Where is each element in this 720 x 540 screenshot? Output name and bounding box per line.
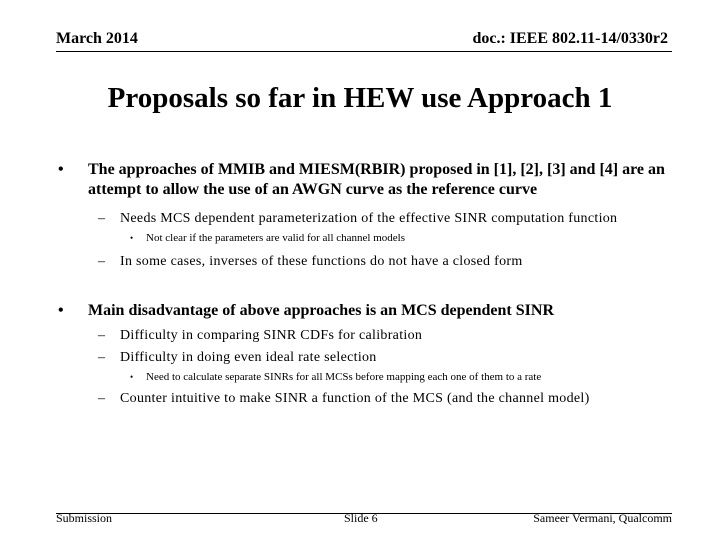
header-doc-id: doc.: IEEE 802.11-14/0330r2 xyxy=(472,30,668,47)
sub-bullet xyxy=(58,253,678,271)
bullet-dot: • xyxy=(58,161,64,178)
slide-title: Proposals so far in HEW use Approach 1 xyxy=(107,82,613,114)
bullet-1 xyxy=(58,160,678,200)
sub-sub-bullet xyxy=(58,231,678,245)
sub-sub-bullet-text: Not clear if the parameters are valid for all channel models xyxy=(146,232,405,244)
dash-glyph: – xyxy=(98,391,106,406)
footer-author: Sameer Vermani, Qualcomm xyxy=(533,511,672,525)
sub-sub-bullet-text: Need to calculate separate SINRs for all MCSs before mapping each one of them to a rate xyxy=(146,371,542,383)
header-rule xyxy=(56,51,672,52)
bullet-2 xyxy=(58,301,678,321)
sub-bullet-text: Difficulty in doing even ideal rate selection xyxy=(120,350,377,365)
sub-bullet xyxy=(58,349,678,367)
dash-glyph: – xyxy=(98,350,106,365)
slide-content xyxy=(58,160,678,408)
bullet-dot: • xyxy=(58,302,64,319)
sub-bullet-text: Needs MCS dependent parameterization of the effective SINR computation function xyxy=(120,211,618,226)
bullet-text: The approaches of MMIB and MIESM(RBIR) proposed in [1], [2], [3] and [4] are an attempt to allow the use of an AWGN curve as the reference curve xyxy=(88,161,665,198)
footer-submission: Submission xyxy=(56,511,113,525)
dash-glyph: – xyxy=(98,328,106,343)
sub-bullet-text: In some cases, inverses of these functions do not have a closed form xyxy=(120,254,523,269)
header-date: March 2014 xyxy=(56,30,138,47)
sub-bullet xyxy=(58,210,678,228)
sub-bullet-text: Counter intuitive to make SINR a function of the MCS (and the channel model) xyxy=(120,391,590,406)
dash-glyph: – xyxy=(98,254,106,269)
sub-bullet-text: Difficulty in comparing SINR CDFs for calibration xyxy=(120,328,423,343)
bullet-text: Main disadvantage of above approaches is an MCS dependent SINR xyxy=(88,302,554,319)
dot-glyph: • xyxy=(130,233,134,243)
dash-glyph: – xyxy=(98,211,106,226)
sub-bullet xyxy=(58,327,678,345)
sub-bullet xyxy=(58,390,678,408)
sub-sub-bullet xyxy=(58,370,678,384)
dot-glyph: • xyxy=(130,372,134,382)
footer-slide-number: Slide 6 xyxy=(344,511,378,525)
